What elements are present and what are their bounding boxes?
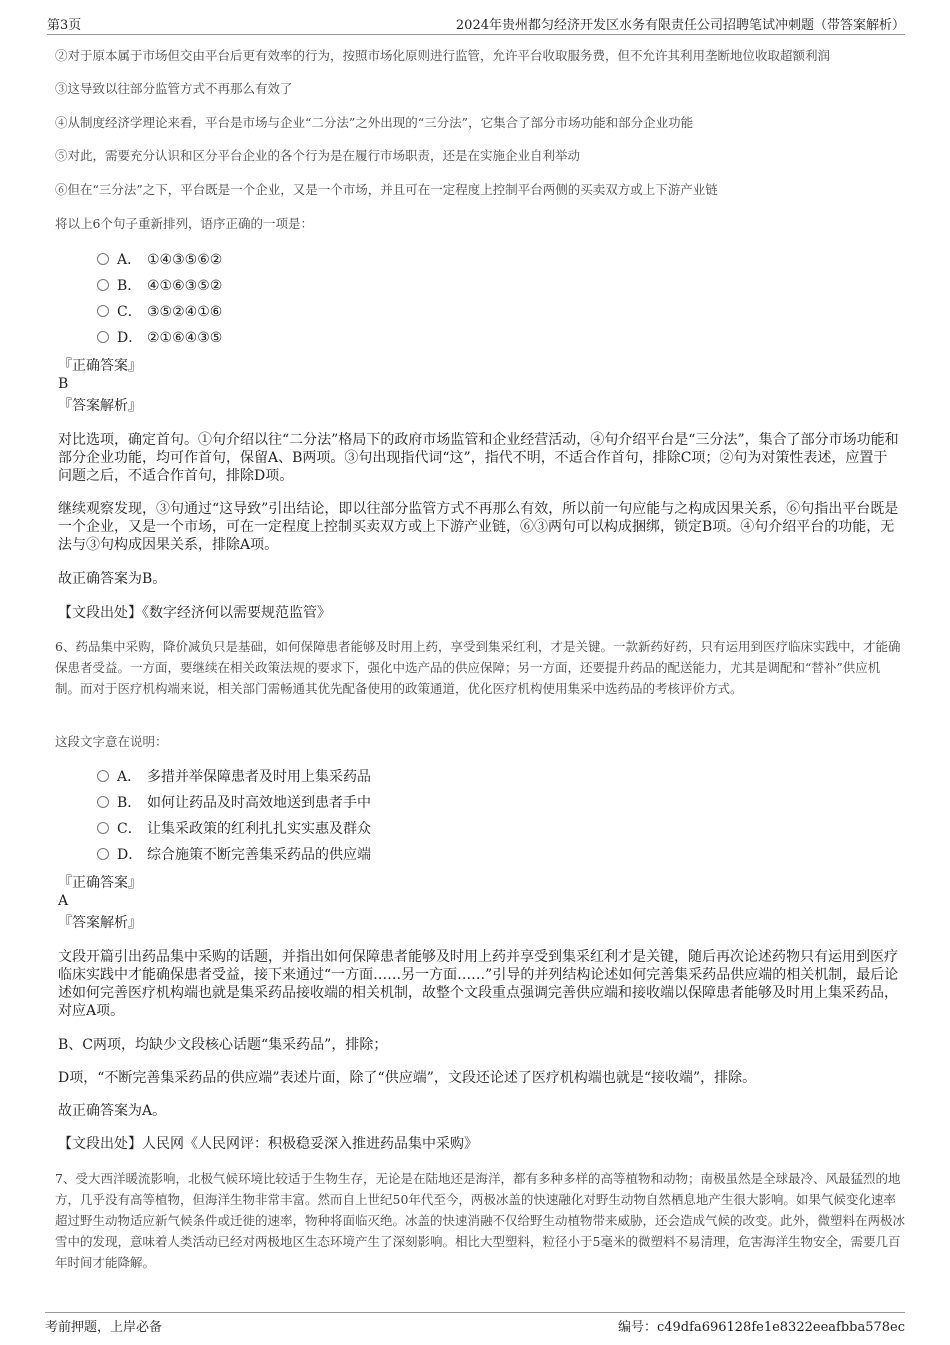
question-stem: 7、受大西洋暖流影响，北极气候环境比较适于生物生存，无论是在陆地还是海洋，都有多种多样的高等植物和动物；南极虽然是全球最冷、风最猛烈的地方，几乎没有高等植物，但海洋生物非常丰富。然而自上世纪50年代至今，两极冰盖的快速融化对野生动物自然栖息地产生很大影响。如果气候变化速率超过野生动物适应新气候条件或迁徙的速率，物种将面临灭绝。冰盖的快速消融不仅给野生动植物带来威胁，还会造成气候的改变。此外，微塑料在两极冰雪中的发现，意味着人类活动已经对两极地区生态环境产生了深刻影响。相比大型塑料，粒径小于5毫米的微塑料不易清理，危害海洋生物安全，需要几百年时间才能降解。 — [55, 1171, 906, 1270]
radio-icon[interactable] — [97, 796, 109, 808]
q5-option-d[interactable]: D． ②①⑥④③⑤ — [97, 328, 222, 348]
analysis-paragraph: D项，“不断完善集采药品的供应端”表述片面，除了“供应端”，文段还论述了医疗机构端也就是“接收端”，排除。 — [58, 1070, 757, 1086]
analysis-paragraph: 继续观察发现，③句通过“这导致”引出结论，即以往部分监管方式不再那么有效，所以前一句应能与之构成因果关系，⑥句指出平台既是一个企业，又是一个市场，可在一定程度上控制买卖双方或上下游产业链，⑥③两句可以构成捆绑，锁定B项。④句介绍平台的功能，无法与③句构成因果关系，排除A项。 — [58, 501, 899, 553]
radio-icon[interactable] — [97, 331, 109, 343]
source-citation: 【文段出处】《数字经济何以需要规范监管》 — [58, 605, 331, 621]
radio-icon[interactable] — [97, 848, 109, 860]
q5-option-a[interactable]: A． ①④③⑤⑥② — [97, 250, 222, 270]
q6-option-b[interactable]: B． 如何让药品及时高效地送到患者手中 — [97, 793, 371, 813]
footer-slogan: 考前押题，上岸必备 — [45, 1320, 163, 1335]
page-footer — [45, 1312, 905, 1335]
q5-option-c[interactable]: C． ③⑤②④①⑥ — [97, 302, 222, 322]
q5-option-b[interactable]: B． ④①⑥③⑤② — [97, 276, 222, 296]
radio-icon[interactable] — [97, 253, 109, 265]
sentence-2: ②对于原本属于市场但交由平台后更有效率的行为，按照市场化原则进行监管，允许平台收取服务费，但不允许其利用垄断地位收取超额利润 — [55, 48, 831, 63]
sentence-6: ⑥但在“三分法”之下，平台既是一个企业，又是一个市场，并且可在一定程度上控制平台两侧的买卖双方或上下游产业链 — [55, 182, 718, 197]
radio-icon[interactable] — [97, 822, 109, 834]
page-number: 第3页 — [47, 18, 82, 33]
q6-option-d[interactable]: D． 综合施策不断完善集采药品的供应端 — [97, 845, 371, 865]
analysis-paragraph: B、C两项，均缺少文段核心话题“集采药品”，排除； — [58, 1037, 388, 1053]
question-stem: 6、药品集中采购，降价减负只是基础，如何保障患者能够及时用上药，享受到集采红利，才是关键。一款新药好药，只有运用到医疗临床实践中，才能确保患者受益。一方面，要继续在相关政策法规的要求下，强化中选产品的供应保障；另一方面，还要提升药品的配送能力，尤其是调配和“替补”供应机制。而对于医疗机构端来说，相关部门需畅通其优先配备使用的政策通道，优化医疗机构使用集采中选药品的考核评价方式。 — [55, 639, 901, 696]
radio-icon[interactable] — [97, 279, 109, 291]
analysis-paragraph: 对比选项，确定首句。①句介绍以往“二分法”格局下的政府市场监管和企业经营活动，④句介绍平台是“三分法”，集合了部分市场功能和部分企业功能，均可作首句，保留A、B两项。③句出现指代词“这”，指代不明，不适合作首句，排除C项；②句为对策性表述，应置于问题之后，不适合作首句，排除D项。 — [58, 432, 899, 484]
analysis-heading: 『答案解析』 — [58, 915, 142, 931]
source-citation: 【文段出处】人民网《人民网评：积极稳妥深入推进药品集中采购》 — [58, 1136, 478, 1152]
sentence-4: ④从制度经济学理论来看，平台是市场与企业“二分法”之外出现的“三分法”，它集合了部分市场功能和部分企业功能 — [55, 115, 694, 130]
answer-value: B — [58, 376, 69, 392]
sentence-5: ⑤对此，需要充分认识和区分平台企业的各个行为是在履行市场职责，还是在实施企业自利举动 — [55, 148, 581, 163]
answer-value: A — [58, 893, 69, 909]
radio-icon[interactable] — [97, 770, 109, 782]
analysis-heading: 『答案解析』 — [58, 398, 142, 414]
analysis-paragraph: 故正确答案为B。 — [58, 571, 167, 587]
q6-option-a[interactable]: A． 多措并举保障患者及时用上集采药品 — [97, 767, 371, 787]
sentence-3: ③这导致以往部分监管方式不再那么有效了 — [55, 81, 293, 96]
analysis-paragraph: 文段开篇引出药品集中采购的话题，并指出如何保障患者能够及时用上药并享受到集采红利才是关键，随后再次论述药物只有运用到医疗临床实践中才能确保患者受益，接下来通过“一方面……另一方面……”引导的并列结构论述如何完善集采药品供应端的相关机制，最后论述如何完善医疗机构端也就是集采药品接收端的相关机制，故整个文段重点强调完善供应端和接收端以保障患者能够及时用上集采药品，对应A项。 — [58, 949, 899, 1019]
document-code: 编号：c49dfa696128fe1e8322eeafbba578ec — [617, 1320, 905, 1335]
document-title: 2024年贵州都匀经济开发区水务有限责任公司招聘笔试冲刺题（带答案解析） — [455, 18, 905, 33]
page-header — [47, 14, 905, 35]
q6-option-c[interactable]: C． 让集采政策的红利扎扎实实惠及群众 — [97, 819, 371, 839]
question-prompt: 这段文字意在说明： — [55, 734, 168, 749]
analysis-paragraph: 故正确答案为A。 — [58, 1103, 167, 1119]
question-prompt: 将以上6个句子重新排列，语序正确的一项是： — [55, 216, 313, 231]
radio-icon[interactable] — [97, 305, 109, 317]
answer-heading: 『正确答案』 — [58, 875, 142, 891]
answer-heading: 『正确答案』 — [58, 358, 142, 374]
